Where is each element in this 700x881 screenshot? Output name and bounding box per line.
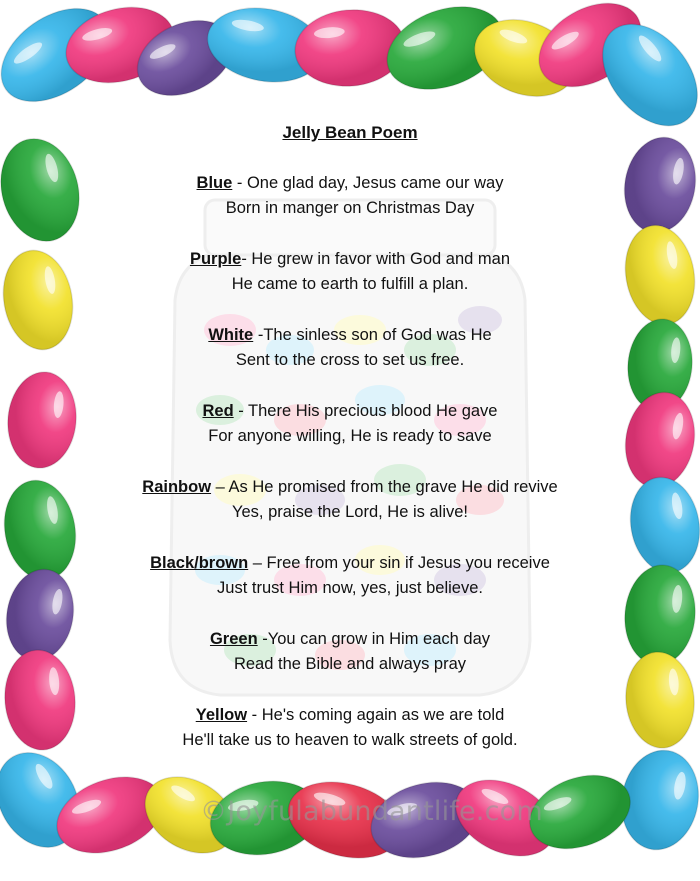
stanza-yellow <box>100 703 600 753</box>
color-name: Yellow <box>195 706 248 724</box>
line-text: -The sinless son of God was He <box>253 326 492 344</box>
stanza-line-2: Just trust Him now, yes, just believe. <box>217 579 483 597</box>
color-name: Black/brown <box>150 554 249 572</box>
jelly-bean <box>617 132 700 239</box>
stanza-line-1 <box>100 171 600 196</box>
poem-text <box>100 120 600 779</box>
line-text: - He grew in favor with God and man <box>241 250 511 268</box>
stanza-line-2: He came to earth to fulfill a plan. <box>231 275 469 293</box>
stanza-red <box>100 399 600 449</box>
stanza-line-1 <box>100 627 600 652</box>
color-name: White <box>208 326 254 344</box>
stanza-line-1 <box>100 399 600 424</box>
jelly-bean <box>618 220 700 330</box>
jelly-bean <box>623 472 700 578</box>
copyright-watermark: ©Joyfulabundantlife.com <box>200 796 543 827</box>
color-name: Purple <box>189 250 242 268</box>
stanza-rainbow <box>100 475 600 525</box>
poem-title: Jelly Bean Poem <box>282 123 418 142</box>
jelly-bean <box>622 649 698 751</box>
jelly-bean <box>1 647 79 753</box>
line-text: - One glad day, Jesus came our way <box>232 174 504 192</box>
jelly-bean <box>0 245 80 355</box>
line-text: -You can grow in Him each day <box>257 630 491 648</box>
line-text: - There His precious blood He gave <box>233 402 498 420</box>
stanza-line-2: Born in manger on Christmas Day <box>225 199 475 217</box>
line-text: – Free from your sin if Jesus you receive <box>248 554 550 572</box>
line-text: – As He promised from the grave He did revive <box>211 478 558 496</box>
color-name: Green <box>209 630 258 648</box>
stanza-blue <box>100 171 600 221</box>
jelly-bean <box>0 130 90 250</box>
stanza-line-1 <box>100 247 600 272</box>
stanza-line-2: Yes, praise the Lord, He is alive! <box>231 503 469 521</box>
jelly-bean <box>4 369 80 471</box>
stanza-line-2: For anyone willing, He is ready to save <box>208 427 492 445</box>
stanza-white <box>100 323 600 373</box>
color-name: Red <box>202 402 234 420</box>
stanza-line-2: He'll take us to heaven to walk streets of gold. <box>182 731 518 749</box>
stanza-purple <box>100 247 600 297</box>
stanza-green <box>100 627 600 677</box>
stanza-line-1 <box>100 551 600 576</box>
stanza-line-2: Read the Bible and always pray <box>233 655 467 673</box>
stanza-line-1 <box>100 703 600 728</box>
stanza-line-1 <box>100 475 600 500</box>
color-name: Blue <box>196 174 233 192</box>
stanza-line-1 <box>100 323 600 348</box>
stanza-black-brown <box>100 551 600 601</box>
color-name: Rainbow <box>142 478 212 496</box>
stanza-line-2: Sent to the cross to set us free. <box>235 351 465 369</box>
line-text: - He's coming again as we are told <box>247 706 505 724</box>
